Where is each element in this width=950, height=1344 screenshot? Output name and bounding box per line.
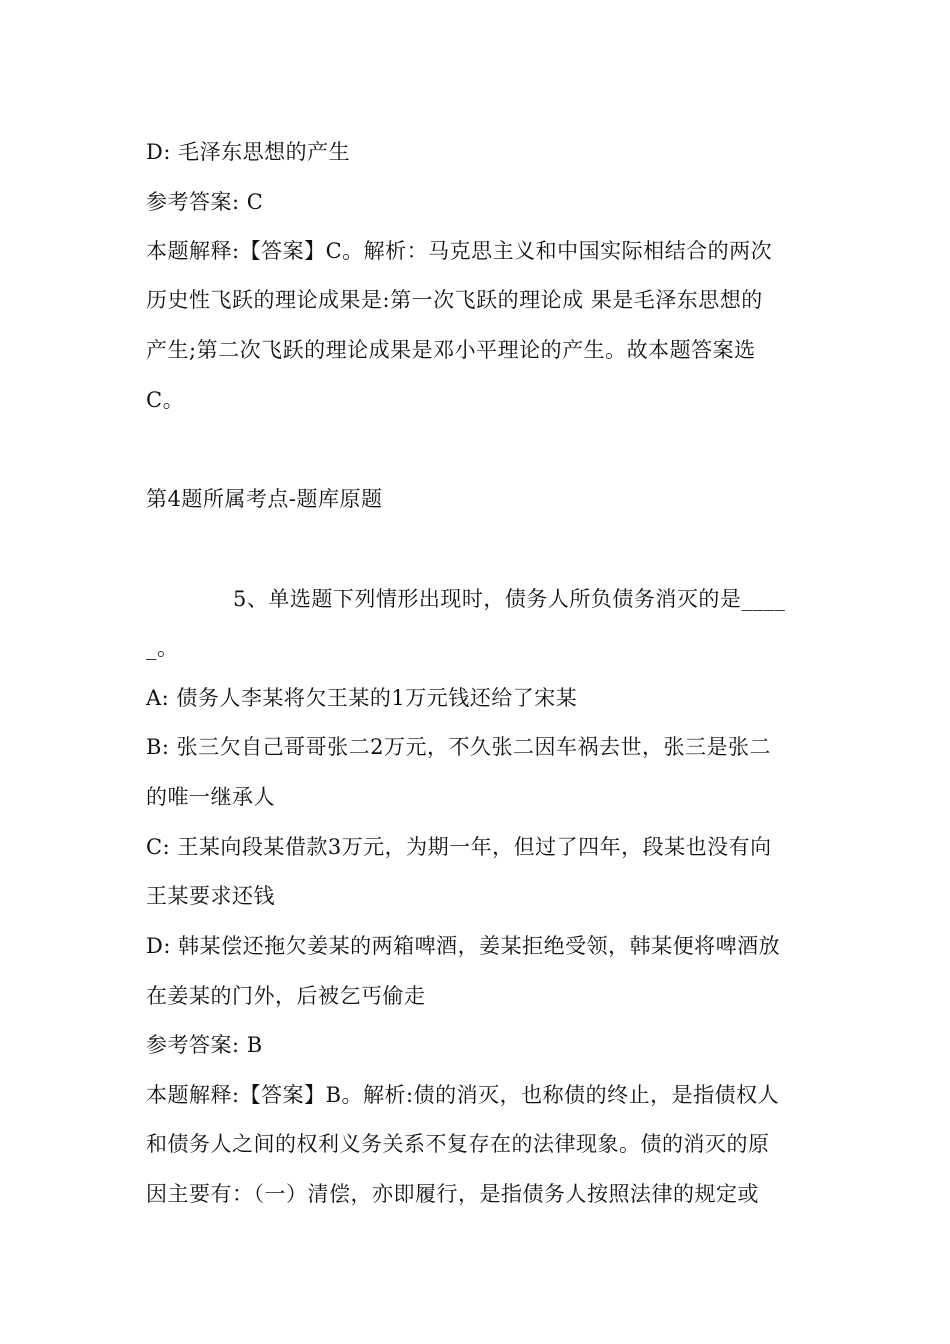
q5-answer: 参考答案: B — [146, 1033, 263, 1057]
q5-explanation-line-2: 和债务人之间的权利义务关系不复存在的法律现象。债的消灭的原 — [146, 1132, 770, 1156]
q4-explanation-line-4: C。 — [146, 388, 185, 412]
q5-question-line-2: _。 — [146, 636, 179, 660]
q5-option-d-line-2: 在姜某的门外，后被乞丐偷走 — [146, 984, 426, 1008]
q4-answer: 参考答案: C — [146, 190, 264, 214]
q5-explanation-line-3: 因主要有：（一）清偿，亦即履行，是指债务人按照法律的规定或 — [146, 1182, 759, 1206]
q5-explanation-line-1: 本题解释:【答案】B。解析:债的消灭，也称债的终止，是指债权人 — [146, 1083, 780, 1107]
q4-option-d: D: 毛泽东思想的产生 — [146, 140, 351, 164]
q5-option-d-line-1: D: 韩某偿还拖欠姜某的两箱啤酒，姜某拒绝受领，韩某便将啤酒放 — [146, 934, 781, 958]
q4-explanation-line-1: 本题解释:【答案】C。解析：马克思主义和中国实际相结合的两次 — [146, 239, 773, 263]
q5-question-line-1: 5、单选题下列情形出现时，债务人所负债务消灭的是____ — [233, 587, 786, 611]
q5-option-c-line-2: 王某要求还钱 — [146, 884, 275, 908]
q4-explanation-line-2: 历史性飞跃的理论成果是:第一次飞跃的理论成 果是毛泽东思想的 — [146, 288, 763, 312]
q4-knowledge-point: 第4题所属考点-题库原题 — [146, 487, 383, 511]
q5-option-c-line-1: C: 王某向段某借款3万元，为期一年，但过了四年，段某也没有向 — [146, 835, 772, 859]
q5-option-b-line-2: 的唯一继承人 — [146, 785, 275, 809]
q5-option-a: A: 债务人李某将欠王某的1万元钱还给了宋某 — [146, 686, 578, 710]
q5-option-b-line-1: B: 张三欠自己哥哥张二2万元，不久张二因车祸去世，张三是张二 — [146, 735, 772, 759]
q4-explanation-line-3: 产生;第二次飞跃的理论成果是邓小平理论的产生。故本题答案选 — [146, 338, 756, 362]
